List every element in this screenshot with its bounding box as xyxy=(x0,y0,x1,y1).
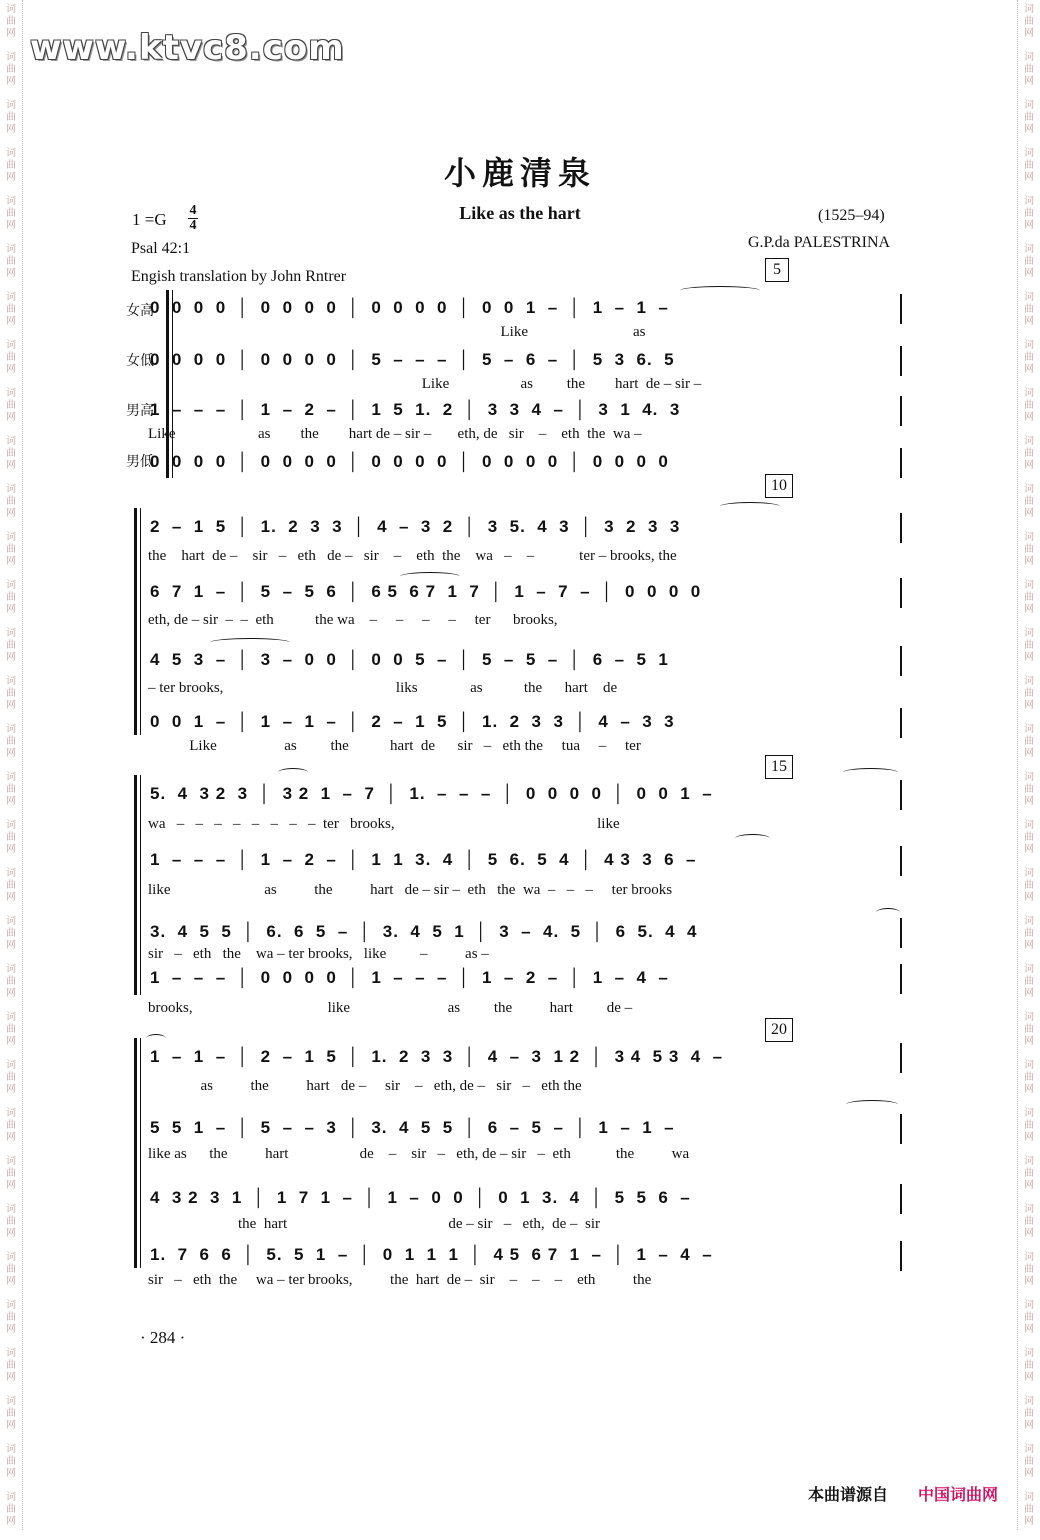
margin-char: 曲 xyxy=(6,208,16,219)
margin-char: 网 xyxy=(1024,748,1034,759)
margin-char: 网 xyxy=(6,76,16,87)
margin-char: 网 xyxy=(1024,460,1034,471)
margin-char: 词 xyxy=(1024,340,1034,351)
notation-line: 4 5 3 – │ 3 – 0 0 │ 0 0 5 – │ 5 – 5 – │ 6 – 5 1 xyxy=(150,650,669,669)
margin-char: 网 xyxy=(1024,892,1034,903)
margin-char: 曲 xyxy=(1024,208,1034,219)
margin-char: 网 xyxy=(6,1132,16,1143)
margin-char: 曲 xyxy=(1024,832,1034,843)
voice-label-soprano: 女高 xyxy=(126,303,154,319)
margin-char: 网 xyxy=(1024,844,1034,855)
margin-char: 词 xyxy=(1024,388,1034,399)
margin-char: 网 xyxy=(1024,1132,1034,1143)
lyric-line: Like as the hart de – sir – xyxy=(148,376,702,392)
source-site: 中国词曲网 xyxy=(918,1485,999,1504)
lyric-line: sir – eth the wa – ter brooks, like – as – xyxy=(148,946,489,962)
margin-char: 曲 xyxy=(6,1504,16,1515)
margin-char: 曲 xyxy=(6,592,16,603)
barline xyxy=(900,780,902,810)
margin-char: 词 xyxy=(6,724,16,735)
margin-char: 网 xyxy=(1024,28,1034,39)
margin-char: 词 xyxy=(6,340,16,351)
system-brace xyxy=(134,508,137,735)
margin-char: 曲 xyxy=(1024,64,1034,75)
rehearsal-mark: 20 xyxy=(765,1018,793,1042)
source-label: 本曲谱源自 xyxy=(808,1485,889,1504)
margin-char: 曲 xyxy=(1024,928,1034,939)
barline xyxy=(900,346,902,376)
lyric-line: sir – eth the wa – ter brooks, the hart de – sir – – – eth the xyxy=(148,1272,652,1288)
lyric-line: Like as the hart de – sir – eth, de sir – eth the wa – xyxy=(148,426,642,442)
margin-char: 网 xyxy=(6,1228,16,1239)
slur-mark xyxy=(278,768,308,777)
margin-char: 网 xyxy=(6,748,16,759)
margin-char: 词 xyxy=(1024,196,1034,207)
slur-mark xyxy=(735,834,770,843)
margin-char: 网 xyxy=(1024,604,1034,615)
margin-char: 曲 xyxy=(1024,1024,1034,1035)
margin-char: 曲 xyxy=(6,112,16,123)
margin-char: 曲 xyxy=(1024,352,1034,363)
margin-char: 网 xyxy=(6,700,16,711)
barline xyxy=(900,578,902,608)
margin-char: 词 xyxy=(6,580,16,591)
margin-char: 网 xyxy=(6,124,16,135)
margin-char: 网 xyxy=(1024,1276,1034,1287)
margin-char: 词 xyxy=(1024,1204,1034,1215)
margin-char: 曲 xyxy=(1024,496,1034,507)
margin-char: 词 xyxy=(6,388,16,399)
margin-char: 词 xyxy=(6,196,16,207)
margin-char: 词 xyxy=(1024,1012,1034,1023)
margin-char: 曲 xyxy=(6,1024,16,1035)
margin-char: 曲 xyxy=(6,448,16,459)
margin-char: 网 xyxy=(6,1036,16,1047)
margin-char: 词 xyxy=(6,1108,16,1119)
margin-char: 曲 xyxy=(6,784,16,795)
margin-char: 词 xyxy=(6,1348,16,1359)
margin-char: 词 xyxy=(6,868,16,879)
slur-mark xyxy=(146,1034,166,1043)
margin-char: 词 xyxy=(1024,1300,1034,1311)
margin-char: 词 xyxy=(6,1396,16,1407)
margin-char: 网 xyxy=(1024,124,1034,135)
margin-char: 曲 xyxy=(1024,1456,1034,1467)
margin-char: 网 xyxy=(6,652,16,663)
margin-char: 网 xyxy=(1024,508,1034,519)
margin-char: 曲 xyxy=(6,736,16,747)
margin-char: 网 xyxy=(6,460,16,471)
margin-char: 曲 xyxy=(6,640,16,651)
margin-char: 曲 xyxy=(6,976,16,987)
margin-char: 词 xyxy=(1024,100,1034,111)
margin-char: 网 xyxy=(1024,940,1034,951)
margin-char: 曲 xyxy=(6,1408,16,1419)
margin-char: 曲 xyxy=(6,1120,16,1131)
margin-char: 词 xyxy=(6,1204,16,1215)
margin-char: 词 xyxy=(1024,820,1034,831)
margin-char: 词 xyxy=(1024,1252,1034,1263)
margin-char: 网 xyxy=(6,796,16,807)
lyric-line: as the hart de – sir – eth, de – sir – eth the xyxy=(148,1078,582,1094)
margin-char: 网 xyxy=(6,988,16,999)
rehearsal-mark: 10 xyxy=(765,474,793,498)
margin-char: 曲 xyxy=(6,1456,16,1467)
barline xyxy=(900,964,902,994)
meter-top: 4 xyxy=(189,203,197,218)
margin-char: 词 xyxy=(6,772,16,783)
margin-char: 网 xyxy=(6,1084,16,1095)
meter-bottom: 4 xyxy=(189,218,197,233)
margin-char: 网 xyxy=(6,412,16,423)
notation-line: 0 0 0 0 │ 0 0 0 0 │ 5 – – – │ 5 – 6 – │ 5 3 6. 5 xyxy=(150,350,675,369)
margin-char: 网 xyxy=(6,940,16,951)
margin-char: 网 xyxy=(1024,988,1034,999)
margin-char: 词 xyxy=(6,52,16,63)
lyric-line: – ter brooks, liks as the hart de xyxy=(148,680,618,696)
margin-char: 网 xyxy=(1024,796,1034,807)
margin-char: 词 xyxy=(6,1444,16,1455)
margin-char: 词 xyxy=(1024,964,1034,975)
margin-char: 曲 xyxy=(1024,160,1034,171)
margin-char: 网 xyxy=(1024,1420,1034,1431)
rehearsal-mark: 15 xyxy=(765,755,793,779)
slur-mark xyxy=(400,572,460,581)
margin-char: 词 xyxy=(1024,580,1034,591)
notation-line: 2 – 1 5 │ 1. 2 3 3 │ 4 – 3 2 │ 3 5. 4 3 │ 3 2 3 3 xyxy=(150,517,681,536)
margin-char: 词 xyxy=(1024,292,1034,303)
notation-line: 1. 7 6 6 │ 5. 5 1 – │ 0 1 1 1 │ 4 5 6 7 1 – │ 1 – 4 – xyxy=(150,1245,713,1264)
margin-char: 曲 xyxy=(6,496,16,507)
margin-char: 网 xyxy=(6,220,16,231)
notation-line: 0 0 0 0 │ 0 0 0 0 │ 0 0 0 0 │ 0 0 0 0 │ 0 0 0 0 xyxy=(150,452,669,471)
margin-char: 网 xyxy=(1024,1324,1034,1335)
lyric-line: Like as the hart de sir – eth the tua – ter xyxy=(148,738,641,754)
margin-char: 词 xyxy=(1024,916,1034,927)
lyric-line: the hart de – sir – eth de – sir – eth the wa – – ter – brooks, the xyxy=(148,548,677,564)
slur-mark xyxy=(680,286,760,295)
notation-line: 5. 4 3 2 3 │ 3 2 1 – 7 │ 1. – – – │ 0 0 0 0 │ 0 0 1 – xyxy=(150,784,713,803)
margin-char: 词 xyxy=(6,1252,16,1263)
barline xyxy=(900,294,902,324)
margin-char: 词 xyxy=(1024,628,1034,639)
voice-label-alto: 女低 xyxy=(126,353,154,369)
time-signature xyxy=(188,204,198,233)
notation-line: 3. 4 5 5 │ 6. 6 5 – │ 3. 4 5 1 │ 3 – 4. 5 │ 6 5. 4 4 xyxy=(150,922,698,941)
slur-mark xyxy=(876,908,900,917)
margin-char: 网 xyxy=(1024,556,1034,567)
margin-char: 曲 xyxy=(6,160,16,171)
barline xyxy=(900,846,902,876)
margin-char: 曲 xyxy=(6,256,16,267)
margin-char: 曲 xyxy=(1024,448,1034,459)
notation-line: 1 – – – │ 0 0 0 0 │ 1 – – – │ 1 – 2 – │ 1 – 4 – xyxy=(150,968,669,987)
left-margin-watermark xyxy=(0,0,23,1530)
margin-char: 网 xyxy=(6,556,16,567)
margin-char: 词 xyxy=(1024,772,1034,783)
margin-char: 曲 xyxy=(6,688,16,699)
voice-label-bass: 男低 xyxy=(126,454,154,470)
margin-char: 曲 xyxy=(1024,1072,1034,1083)
margin-char: 曲 xyxy=(1024,256,1034,267)
margin-char: 网 xyxy=(6,1324,16,1335)
margin-char: 网 xyxy=(1024,1036,1034,1047)
margin-char: 网 xyxy=(1024,76,1034,87)
notation-line: 0 0 0 0 │ 0 0 0 0 │ 0 0 0 0 │ 0 0 1 – │ 1 – 1 – xyxy=(150,298,669,317)
margin-char: 网 xyxy=(1024,364,1034,375)
margin-char: 曲 xyxy=(1024,544,1034,555)
margin-char: 词 xyxy=(1024,1396,1034,1407)
margin-char: 曲 xyxy=(6,832,16,843)
margin-char: 网 xyxy=(1024,700,1034,711)
song-title: 小鹿清泉 xyxy=(443,154,596,192)
margin-char: 网 xyxy=(1024,412,1034,423)
barline xyxy=(900,513,902,543)
margin-char: 曲 xyxy=(6,1072,16,1083)
lyric-line: the hart de – sir – eth, de – sir xyxy=(148,1216,601,1232)
margin-char: 网 xyxy=(6,844,16,855)
margin-char: 曲 xyxy=(1024,1312,1034,1323)
margin-char: 曲 xyxy=(6,1360,16,1371)
margin-char: 网 xyxy=(1024,1228,1034,1239)
lyric-line: Like as xyxy=(148,324,646,340)
margin-char: 网 xyxy=(6,508,16,519)
slur-mark xyxy=(720,502,780,511)
margin-char: 网 xyxy=(6,268,16,279)
notation-line: 6 7 1 – │ 5 – 5 6 │ 6 5 6 7 1 7 │ 1 – 7 – │ 0 0 0 0 xyxy=(150,582,702,601)
margin-char: 网 xyxy=(1024,316,1034,327)
margin-char: 网 xyxy=(1024,1516,1034,1527)
right-margin-watermark xyxy=(1017,0,1040,1530)
margin-char: 网 xyxy=(1024,1180,1034,1191)
margin-char: 词 xyxy=(1024,1060,1034,1071)
margin-char: 网 xyxy=(6,1180,16,1191)
margin-char: 曲 xyxy=(1024,976,1034,987)
composer-dates: (1525–94) xyxy=(818,207,885,224)
margin-char: 网 xyxy=(6,1276,16,1287)
lyric-line: wa – – – – – – – – ter brooks, like xyxy=(148,816,620,832)
voice-label-tenor: 男高 xyxy=(126,403,154,419)
margin-char: 曲 xyxy=(6,1312,16,1323)
lyric-line: like as the hart de – sir – eth the wa – – – ter brooks xyxy=(148,882,673,898)
margin-char: 曲 xyxy=(6,1264,16,1275)
margin-char: 词 xyxy=(6,1156,16,1167)
margin-char: 曲 xyxy=(1024,400,1034,411)
margin-char: 网 xyxy=(1024,652,1034,663)
barline xyxy=(900,918,902,948)
margin-char: 词 xyxy=(1024,868,1034,879)
margin-char: 词 xyxy=(1024,532,1034,543)
margin-char: 词 xyxy=(6,820,16,831)
system-brace xyxy=(134,1038,137,1268)
margin-char: 词 xyxy=(6,964,16,975)
key-signature: 1 =G xyxy=(132,210,167,229)
notation-line: 5 5 1 – │ 5 – – 3 │ 3. 4 5 5 │ 6 – 5 – │ 1 – 1 – xyxy=(150,1118,675,1137)
margin-char: 词 xyxy=(1024,244,1034,255)
margin-char: 词 xyxy=(1024,1444,1034,1455)
margin-char: 曲 xyxy=(1024,1120,1034,1131)
song-subtitle: Like as the hart xyxy=(459,203,581,223)
system-bracket-line xyxy=(140,775,141,995)
margin-char: 词 xyxy=(1024,1348,1034,1359)
margin-char: 曲 xyxy=(1024,880,1034,891)
margin-char: 词 xyxy=(6,244,16,255)
margin-char: 网 xyxy=(1024,1084,1034,1095)
margin-char: 曲 xyxy=(1024,688,1034,699)
margin-char: 网 xyxy=(1024,1372,1034,1383)
margin-char: 词 xyxy=(6,1492,16,1503)
margin-char: 词 xyxy=(6,1012,16,1023)
slur-mark xyxy=(846,1100,898,1109)
margin-char: 网 xyxy=(6,1516,16,1527)
margin-char: 曲 xyxy=(1024,784,1034,795)
notation-line: 0 0 1 – │ 1 – 1 – │ 2 – 1 5 │ 1. 2 3 3 │ 4 – 3 3 xyxy=(150,712,675,731)
margin-char: 词 xyxy=(1024,484,1034,495)
margin-char: 曲 xyxy=(1024,736,1034,747)
margin-char: 词 xyxy=(6,436,16,447)
margin-char: 词 xyxy=(1024,52,1034,63)
margin-char: 曲 xyxy=(6,304,16,315)
margin-char: 曲 xyxy=(6,400,16,411)
margin-char: 曲 xyxy=(1024,640,1034,651)
margin-char: 网 xyxy=(6,1468,16,1479)
margin-char: 词 xyxy=(1024,1108,1034,1119)
margin-char: 网 xyxy=(6,316,16,327)
barline xyxy=(900,448,902,478)
margin-char: 曲 xyxy=(1024,112,1034,123)
margin-char: 词 xyxy=(6,532,16,543)
rehearsal-mark: 5 xyxy=(765,258,789,282)
site-watermark: www.ktvc8.com xyxy=(30,28,345,68)
margin-char: 词 xyxy=(6,676,16,687)
system-brace xyxy=(134,775,137,995)
margin-char: 网 xyxy=(6,892,16,903)
margin-char: 词 xyxy=(6,292,16,303)
lyric-line: brooks, like as the hart de – xyxy=(148,1000,633,1016)
margin-char: 网 xyxy=(1024,172,1034,183)
margin-char: 词 xyxy=(6,4,16,15)
margin-char: 曲 xyxy=(1024,1264,1034,1275)
barline xyxy=(900,708,902,738)
page-number: · 284 · xyxy=(140,1328,186,1347)
margin-char: 词 xyxy=(1024,148,1034,159)
margin-char: 网 xyxy=(1024,268,1034,279)
system-bracket-line xyxy=(140,1038,141,1268)
translation-credit: Engish translation by John Rntrer xyxy=(131,268,347,285)
notation-line: 1 – – – │ 1 – 2 – │ 1 5 1. 2 │ 3 3 4 – │ 3 1 4. 3 xyxy=(150,400,681,419)
barline xyxy=(900,646,902,676)
margin-char: 词 xyxy=(1024,436,1034,447)
margin-char: 曲 xyxy=(1024,1360,1034,1371)
margin-char: 曲 xyxy=(1024,1168,1034,1179)
margin-char: 曲 xyxy=(6,1168,16,1179)
margin-char: 词 xyxy=(6,628,16,639)
margin-char: 词 xyxy=(6,148,16,159)
barline xyxy=(900,1114,902,1144)
margin-char: 曲 xyxy=(1024,1504,1034,1515)
margin-char: 词 xyxy=(6,1300,16,1311)
slur-mark xyxy=(843,768,898,777)
margin-char: 词 xyxy=(1024,676,1034,687)
margin-char: 曲 xyxy=(6,1216,16,1227)
margin-char: 词 xyxy=(6,1060,16,1071)
notation-line: 1 – – – │ 1 – 2 – │ 1 1 3. 4 │ 5 6. 5 4 │ 4 3 3 6 – xyxy=(150,850,697,869)
margin-char: 词 xyxy=(1024,1156,1034,1167)
margin-char: 曲 xyxy=(1024,592,1034,603)
system-bracket-line xyxy=(140,508,141,735)
margin-char: 网 xyxy=(6,604,16,615)
margin-char: 网 xyxy=(6,364,16,375)
notation-line: 1 – 1 – │ 2 – 1 5 │ 1. 2 3 3 │ 4 – 3 1 2 │ 3 4 5 3 4 – xyxy=(150,1047,724,1066)
notation-line: 4 3 2 3 1 │ 1 7 1 – │ 1 – 0 0 │ 0 1 3. 4 │ 5 5 6 – xyxy=(150,1188,691,1207)
margin-char: 词 xyxy=(1024,1492,1034,1503)
margin-char: 曲 xyxy=(6,544,16,555)
margin-char: 网 xyxy=(1024,220,1034,231)
lyric-line: eth, de – sir – – eth the wa – – – – ter brooks, xyxy=(148,612,558,628)
lyric-line: like as the hart de – sir – eth, de – sir – eth the wa xyxy=(148,1146,690,1162)
margin-char: 曲 xyxy=(6,928,16,939)
margin-char: 词 xyxy=(6,100,16,111)
margin-char: 网 xyxy=(6,172,16,183)
margin-char: 曲 xyxy=(6,64,16,75)
barline xyxy=(900,1241,902,1271)
margin-char: 词 xyxy=(1024,4,1034,15)
margin-char: 曲 xyxy=(6,352,16,363)
barline xyxy=(900,1043,902,1073)
composer-name: G.P.da PALESTRINA xyxy=(748,234,891,251)
margin-char: 网 xyxy=(1024,1468,1034,1479)
slur-mark xyxy=(210,638,290,647)
psalm-reference: Psal 42:1 xyxy=(131,240,191,257)
margin-char: 网 xyxy=(6,28,16,39)
barline xyxy=(900,1184,902,1214)
margin-char: 曲 xyxy=(6,16,16,27)
margin-char: 词 xyxy=(6,484,16,495)
margin-char: 曲 xyxy=(1024,16,1034,27)
margin-char: 网 xyxy=(6,1372,16,1383)
margin-char: 网 xyxy=(6,1420,16,1431)
margin-char: 曲 xyxy=(1024,1216,1034,1227)
margin-char: 曲 xyxy=(1024,1408,1034,1419)
margin-char: 词 xyxy=(1024,724,1034,735)
margin-char: 曲 xyxy=(6,880,16,891)
barline xyxy=(900,396,902,426)
margin-char: 词 xyxy=(6,916,16,927)
margin-char: 曲 xyxy=(1024,304,1034,315)
